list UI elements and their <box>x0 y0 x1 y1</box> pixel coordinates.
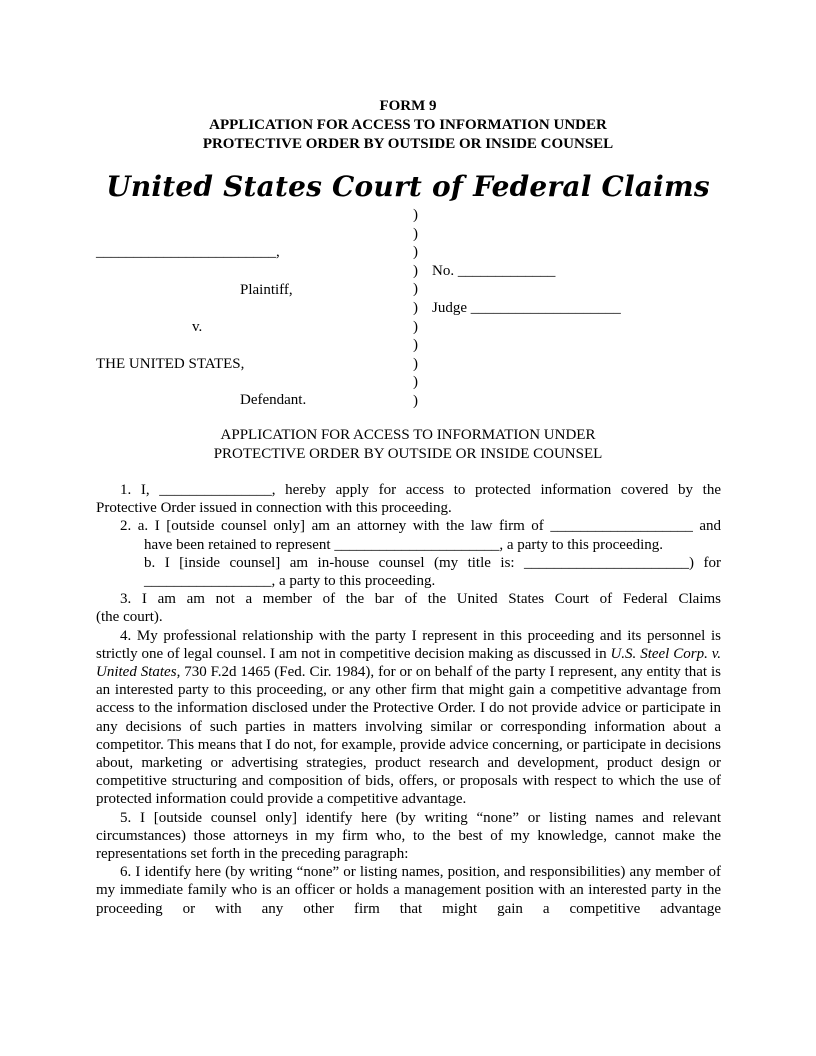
paren: ) <box>413 318 418 335</box>
paragraph-4-text-a: 4. My professional relationship with the party I represent in this proceeding and its personnel is strictly one of legal counsel. I am not in competitive decision making as discussed in <box>96 627 721 662</box>
court-name: United States Court of Federal Claims <box>106 170 710 203</box>
plaintiff-blank: ________________________, <box>96 244 280 260</box>
paragraph-6: 6. I identify here (by writing “none” or listing names, position, and responsibilities) any member of my immediate family who is an officer or holds a management position with an interested party in the proceeding or with any other firm that might gain a competitive advantage <box>96 864 721 917</box>
paragraph-1-line1: 1. I, _______________, hereby apply for access to protected information covered by the <box>120 482 721 498</box>
application-title <box>0 426 816 464</box>
application-body <box>96 481 721 918</box>
judge-line: Judge ____________________ <box>432 300 621 316</box>
paragraph-2b-line1: b. I [inside counsel] am in-house counsel (my title is: ______________________) for <box>144 554 721 571</box>
paren: ) <box>413 262 418 279</box>
paragraph-4-text-b: , 730 F.2d 1465 (Fed. Cir. 1984), for or on behalf of the party I represent, any entity that is an interested party to this proceeding, or any other firm that might gain a competitive advantage from access to the information disclosed under the Protective Order. I do not provide advice or participate in any decisions of such parties in matters involving similar or corresponding information about a competitor. This means that I do not, for example, provide advice concerning, or participate in decisions about, marketing or advertising strategies, product research and development, product design or competitive structuring and composition of bids, offers, or proposals with respect to which the use of protected information could provide a competitive advantage. <box>96 664 722 808</box>
paragraph-4 <box>96 627 721 809</box>
form-title-line2: PROTECTIVE ORDER BY OUTSIDE OR INSIDE COUNSEL <box>202 136 614 152</box>
paragraph-1-line2: Protective Order issued in connection with this proceeding. <box>96 500 452 517</box>
case-caption <box>0 206 816 409</box>
paren: ) <box>413 225 418 242</box>
paren: ) <box>413 392 418 409</box>
paren: ) <box>413 337 418 354</box>
paren: ) <box>413 355 418 372</box>
application-title-line2: PROTECTIVE ORDER BY OUTSIDE OR INSIDE COUNSEL <box>213 446 603 462</box>
form-number: FORM 9 <box>379 98 437 114</box>
paren: ) <box>413 244 418 261</box>
paren: ) <box>413 299 418 316</box>
application-title-line1: APPLICATION FOR ACCESS TO INFORMATION UNDER <box>220 427 596 443</box>
defendant-label: Defendant. <box>240 392 307 408</box>
form-title-line1: APPLICATION FOR ACCESS TO INFORMATION UNDER <box>209 117 607 133</box>
case-citation: U.S. Steel Corp. v. United States <box>96 645 722 681</box>
paragraph-3-line2: (the court). <box>96 609 163 626</box>
case-number: No. _____________ <box>432 263 556 279</box>
caption-parens <box>413 206 418 411</box>
paragraph-2b-line2: _________________, a party to this proceeding. <box>144 573 436 590</box>
paren: ) <box>413 281 418 298</box>
paren: ) <box>413 207 418 223</box>
paren: ) <box>413 374 418 391</box>
paragraph-2a-line1: 2. a. I [outside counsel only] am an attorney with the law firm of ___________________ and <box>120 518 721 535</box>
defendant-name: THE UNITED STATES, <box>96 356 245 372</box>
form-header <box>0 97 816 154</box>
paragraph-3-line1: 3. I am am not a member of the bar of the United States Court of Federal Claims <box>120 591 721 608</box>
plaintiff-label: Plaintiff, <box>240 282 293 298</box>
paragraph-2a-line2: have been retained to represent ______________________, a party to this proceeding. <box>144 536 664 553</box>
paragraph-5: 5. I [outside counsel only] identify here (by writing “none” or listing names and relevant circumstances) those attorneys in my firm who, to the best of my knowledge, cannot make the representations set forth in the preceding paragraph: <box>96 809 721 863</box>
versus: v. <box>192 319 203 335</box>
